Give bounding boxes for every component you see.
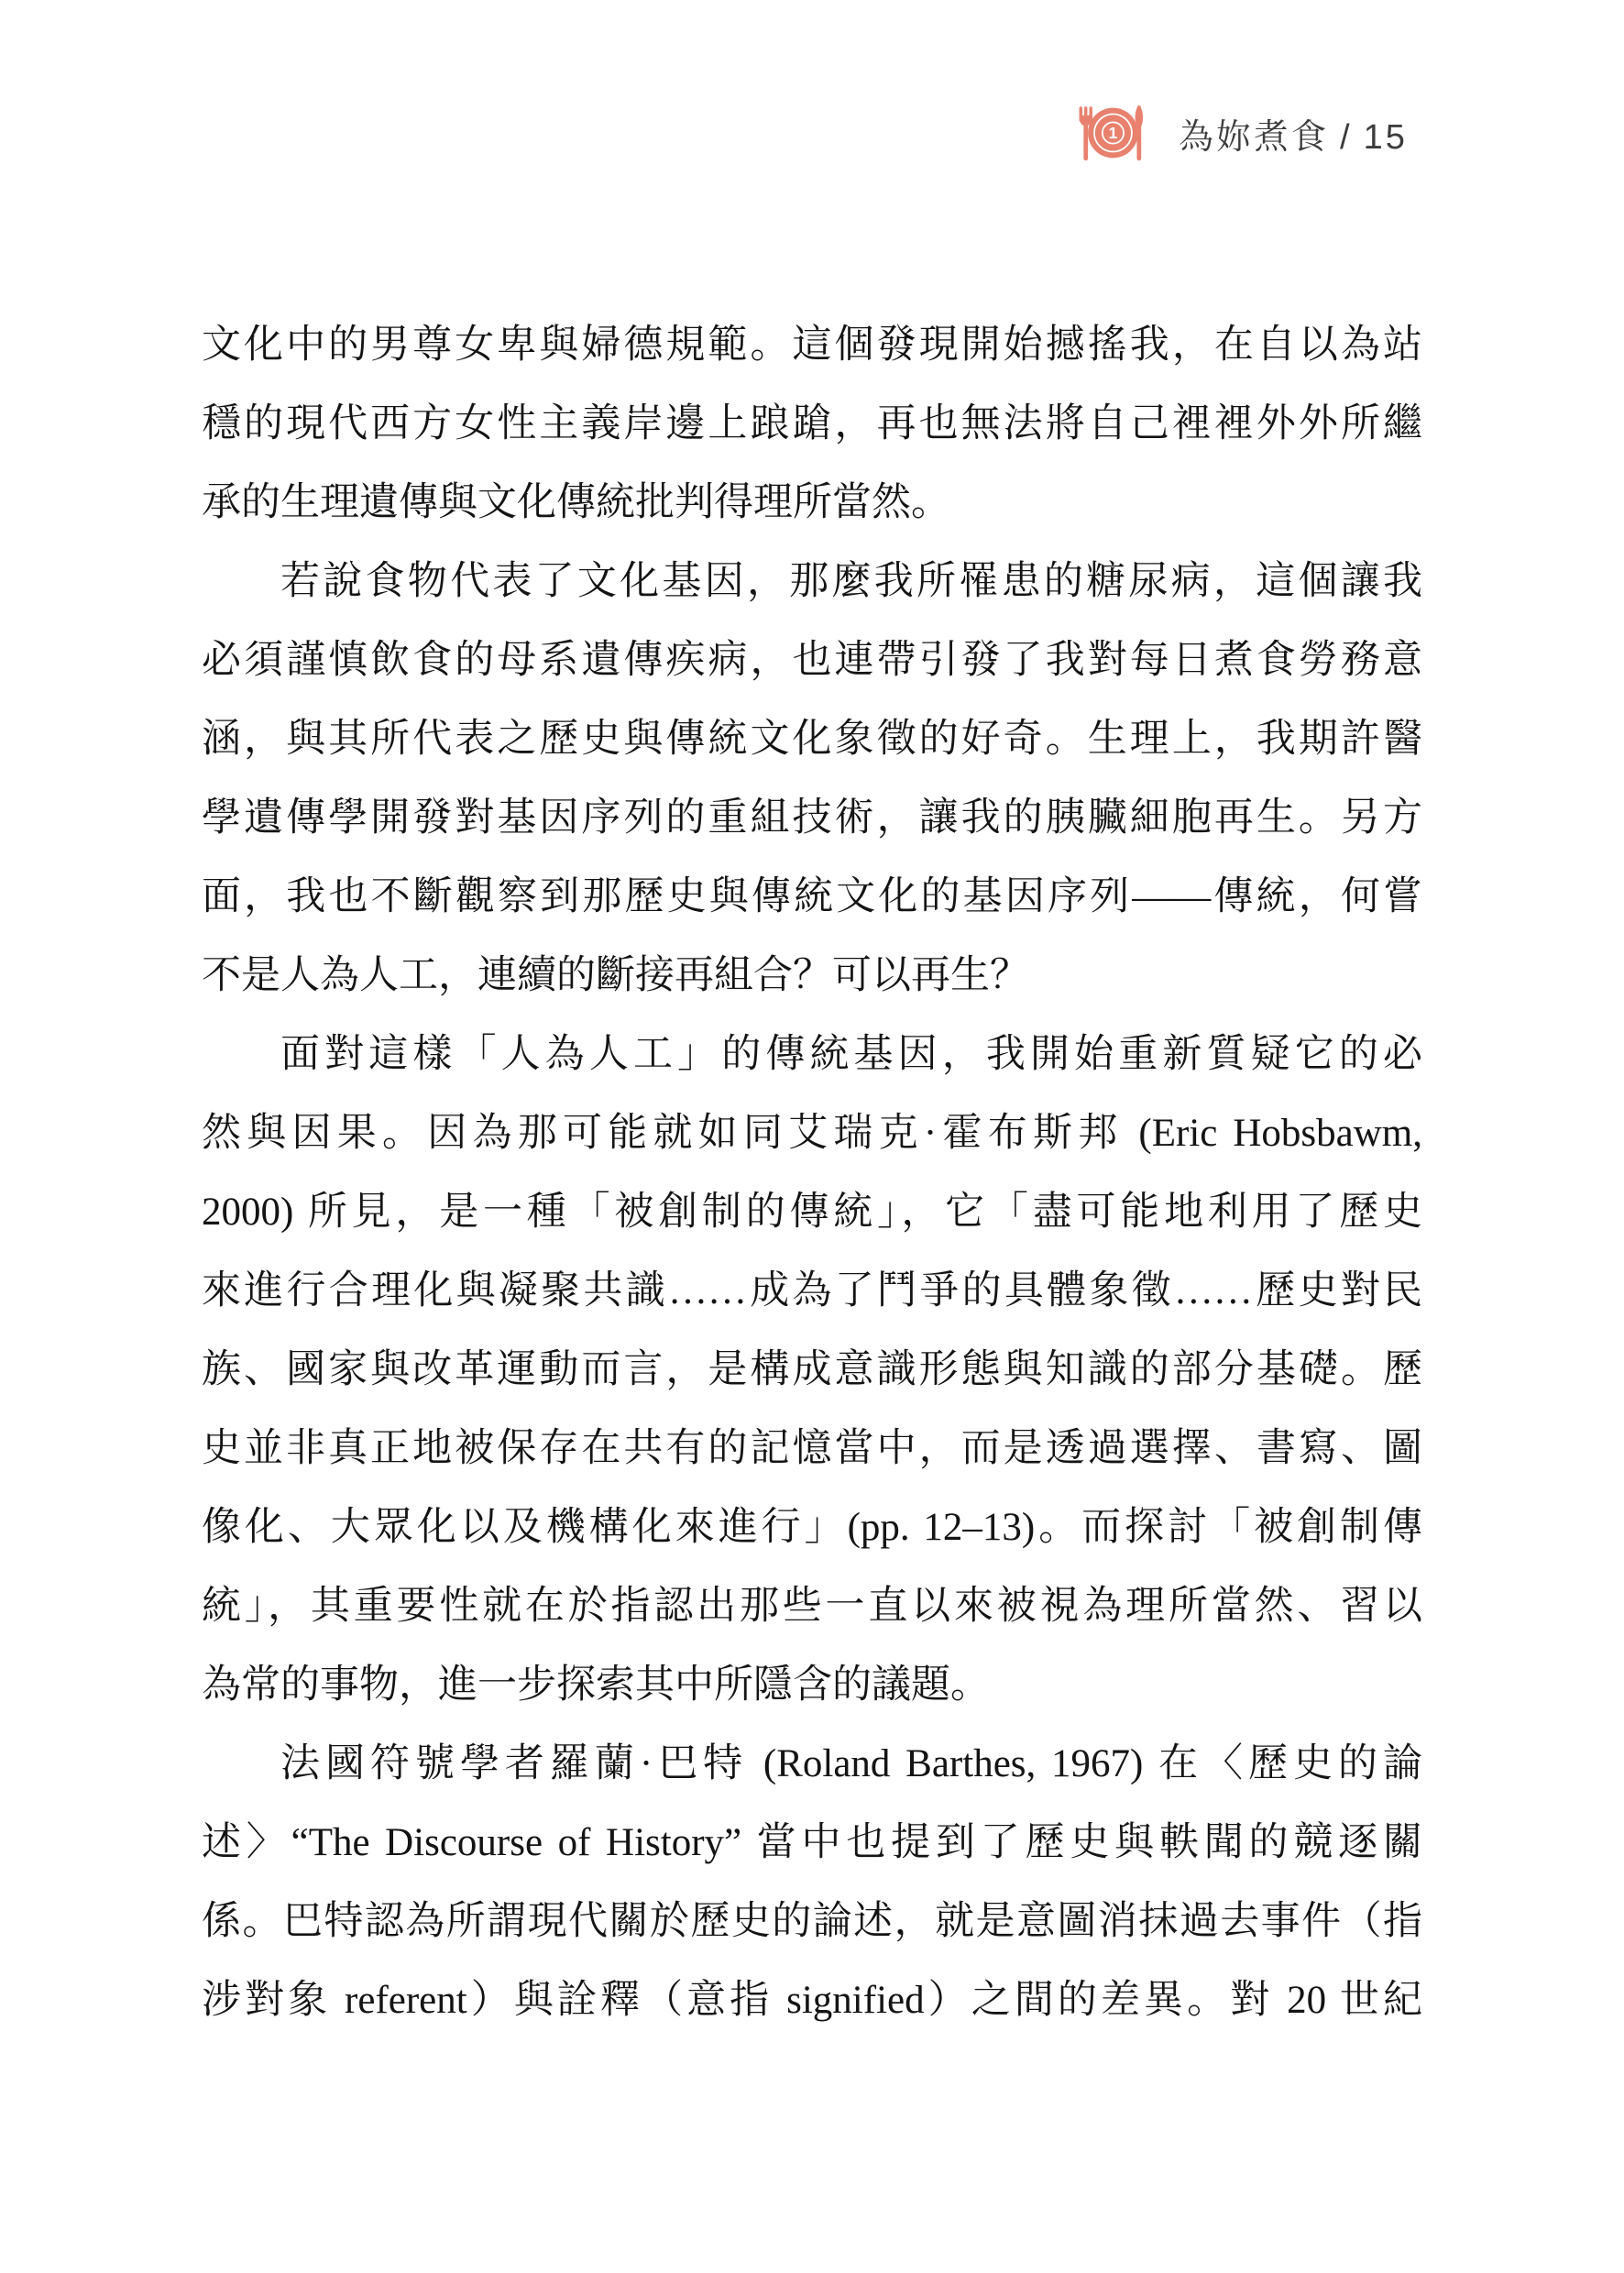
text-line: 承的生理遺傳與文化傳統批判得理所當然。 — [202, 481, 950, 524]
body-text — [202, 306, 1422, 2040]
text-line: 文化中的男尊女卑與婦德規範。這個發現開始撼搖我，在自以為站 — [202, 324, 1422, 367]
text-line: 穩的現代西方女性主義岸邊上踉蹌，再也無法將自己裡裡外外所繼 — [202, 402, 1422, 445]
text-line: 像化、大眾化以及機構化來進行」(pp. 12–13)。而探討「被創制傳 — [202, 1506, 1422, 1549]
text-line: 面，我也不斷觀察到那歷史與傳統文化的基因序列——傳統，何嘗 — [202, 875, 1422, 918]
text-line: 學遺傳學開發對基因序列的重組技術，讓我的胰臟細胞再生。另方 — [202, 796, 1422, 840]
text-line: 係。巴特認為所謂現代關於歷史的論述，就是意圖消抹過去事件（指 — [202, 1900, 1422, 1943]
text-line: 面對這樣「人為人工」的傳統基因，我開始重新質疑它的必 — [280, 1033, 1422, 1076]
header-label — [1179, 108, 1408, 159]
text-line: 然與因果。因為那可能就如同艾瑞克·霍布斯邦 (Eric Hobsbawm, — [202, 1112, 1422, 1155]
text-line: 涵，與其所代表之歷史與傳統文化象徵的好奇。生理上，我期許醫 — [202, 718, 1422, 761]
text-line: 必須謹慎飲食的母系遺傳疾病，也連帶引發了我對每日煮食勞務意 — [202, 639, 1422, 682]
text-line: 2000) 所見，是一種「被創制的傳統」，它「盡可能地利用了歷史 — [202, 1191, 1422, 1234]
header-separator: / — [1340, 117, 1353, 157]
svg-text:1: 1 — [1108, 124, 1118, 143]
text-line: 法國符號學者羅蘭·巴特 (Roland Barthes, 1967) 在〈歷史的論 — [280, 1742, 1422, 1785]
plate-fork-knife-icon — [1070, 101, 1146, 165]
text-line: 若說食物代表了文化基因，那麼我所罹患的糖尿病，這個讓我 — [280, 560, 1422, 603]
text-line: 述〉“The Discourse of History” 當中也提到了歷史與軼聞的競逐關 — [202, 1821, 1422, 1864]
text-line: 為常的事物，進一步探索其中所隱含的議題。 — [202, 1664, 990, 1707]
text-line: 史並非真正地被保存在共有的記憶當中，而是透過選擇、書寫、圖 — [202, 1427, 1422, 1470]
running-header — [1070, 101, 1408, 165]
text-line: 來進行合理化與凝聚共識……成為了鬥爭的具體象徵……歷史對民 — [202, 1269, 1422, 1312]
text-line: 涉對象 referent）與詮釋（意指 signified）之間的差異。對 20 世紀 — [202, 1979, 1422, 2022]
text-line: 統」，其重要性就在於指認出那些一直以來被視為理所當然、習以 — [202, 1585, 1422, 1628]
text-line: 族、國家與改革運動而言，是構成意識形態與知識的部分基礎。歷 — [202, 1348, 1422, 1391]
page-number: 15 — [1363, 117, 1408, 157]
chapter-title: 為妳煮食 — [1179, 117, 1330, 157]
text-line: 不是人為人工，連續的斷接再組合？可以再生？ — [202, 954, 1029, 997]
